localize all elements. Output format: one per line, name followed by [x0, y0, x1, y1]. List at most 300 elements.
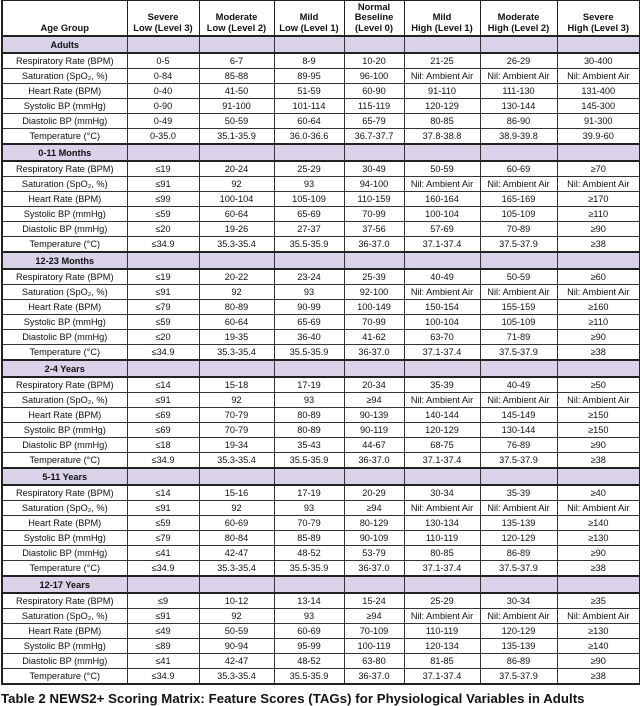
score-range-cell: 92 — [199, 393, 274, 408]
variable-label: Diastolic BP (mmHg) — [2, 546, 127, 561]
score-range-cell: 39.9-60 — [557, 129, 640, 145]
score-range-cell: 93 — [274, 177, 344, 192]
section-header-cell — [127, 576, 199, 593]
score-range-cell: 8-9 — [274, 53, 344, 69]
score-range-cell: 40-49 — [480, 377, 557, 393]
score-range-cell: 57-69 — [404, 222, 480, 237]
score-range-cell: 150-154 — [404, 300, 480, 315]
score-range-cell: 50-59 — [199, 114, 274, 129]
section-header-cell — [404, 468, 480, 485]
score-range-cell: 20-29 — [344, 485, 404, 501]
score-range-cell: 90-139 — [344, 408, 404, 423]
score-range-cell: 155-159 — [480, 300, 557, 315]
score-range-cell: 37.5-37.9 — [480, 669, 557, 685]
score-range-cell: 120-129 — [480, 624, 557, 639]
score-range-cell: 35.5-35.9 — [274, 669, 344, 685]
score-range-cell: 38.9-39.8 — [480, 129, 557, 145]
score-range-cell: 19-35 — [199, 330, 274, 345]
score-range-cell: 131-400 — [557, 84, 640, 99]
score-range-cell: 70-109 — [344, 624, 404, 639]
score-range-cell: 86-89 — [480, 546, 557, 561]
section-header-cell — [199, 36, 274, 53]
score-range-cell: ≥140 — [557, 639, 640, 654]
score-range-cell: 0-35.0 — [127, 129, 199, 145]
table-row — [2, 207, 640, 222]
score-range-cell: 92 — [199, 177, 274, 192]
score-range-cell: ≤91 — [127, 393, 199, 408]
section-header-row — [2, 468, 640, 485]
section-header-cell — [344, 36, 404, 53]
score-range-cell: 0-90 — [127, 99, 199, 114]
section-header-cell — [274, 360, 344, 377]
score-range-cell: 25-29 — [404, 593, 480, 609]
score-range-cell: 35.3-35.4 — [199, 237, 274, 253]
score-range-cell: 26-29 — [480, 53, 557, 69]
table-row — [2, 423, 640, 438]
score-range-cell: 93 — [274, 393, 344, 408]
score-range-cell: ≥94 — [344, 501, 404, 516]
score-range-cell: Nil: Ambient Air — [404, 393, 480, 408]
score-range-cell: ≤20 — [127, 330, 199, 345]
score-range-cell: 42-47 — [199, 546, 274, 561]
column-header-line: Severe — [582, 11, 614, 23]
score-range-cell: 35.3-35.4 — [199, 345, 274, 361]
score-range-cell: 90-109 — [344, 531, 404, 546]
age-group-title: Adults — [2, 36, 127, 53]
score-range-cell: 30-49 — [344, 161, 404, 177]
table-row — [2, 624, 640, 639]
score-range-cell: Nil: Ambient Air — [404, 285, 480, 300]
score-range-cell: 25-29 — [274, 161, 344, 177]
section-header-cell — [480, 360, 557, 377]
score-range-cell: 80-89 — [274, 423, 344, 438]
score-range-cell: ≥110 — [557, 207, 640, 222]
score-range-cell: 36-40 — [274, 330, 344, 345]
score-range-cell: 105-109 — [274, 192, 344, 207]
score-range-cell: ≥94 — [344, 393, 404, 408]
score-range-cell: 93 — [274, 609, 344, 624]
age-group-title: 0-11 Months — [2, 144, 127, 161]
column-header-line: Age Group — [40, 21, 89, 33]
score-range-cell: ≤34.9 — [127, 237, 199, 253]
section-header-cell — [404, 36, 480, 53]
score-range-cell: 80-89 — [199, 300, 274, 315]
score-range-cell: 35.1-35.9 — [199, 129, 274, 145]
score-range-cell: 100-119 — [344, 639, 404, 654]
section-header-row — [2, 576, 640, 593]
score-range-cell: 15-18 — [199, 377, 274, 393]
score-range-cell: ≥170 — [557, 192, 640, 207]
score-range-cell: 41-50 — [199, 84, 274, 99]
score-range-cell: ≥90 — [557, 330, 640, 345]
score-range-cell: ≥90 — [557, 222, 640, 237]
section-header-cell — [480, 252, 557, 269]
score-range-cell: 86-90 — [480, 114, 557, 129]
score-range-cell: 101-114 — [274, 99, 344, 114]
variable-label: Diastolic BP (mmHg) — [2, 114, 127, 129]
score-range-cell: 35.5-35.9 — [274, 345, 344, 361]
score-range-cell: 115-119 — [344, 99, 404, 114]
score-range-cell: 92 — [199, 501, 274, 516]
section-header-cell — [127, 252, 199, 269]
variable-label: Diastolic BP (mmHg) — [2, 654, 127, 669]
score-range-cell: 65-79 — [344, 114, 404, 129]
score-range-cell: 35.3-35.4 — [199, 561, 274, 577]
score-range-cell: 19-26 — [199, 222, 274, 237]
score-range-cell: 37.1-37.4 — [404, 561, 480, 577]
score-range-cell: Nil: Ambient Air — [557, 177, 640, 192]
score-range-cell: 105-109 — [480, 207, 557, 222]
variable-label: Respiratory Rate (BPM) — [2, 377, 127, 393]
score-range-cell: 63-80 — [344, 654, 404, 669]
table-row — [2, 501, 640, 516]
score-range-cell: 37.1-37.4 — [404, 669, 480, 685]
variable-label: Heart Rate (BPM) — [2, 408, 127, 423]
score-range-cell: ≥90 — [557, 654, 640, 669]
section-header-cell — [557, 144, 640, 161]
score-range-cell: ≤14 — [127, 377, 199, 393]
score-range-cell: 21-25 — [404, 53, 480, 69]
column-header-line: Low (Level 1) — [279, 21, 339, 33]
score-range-cell: Nil: Ambient Air — [404, 177, 480, 192]
section-header-cell — [274, 576, 344, 593]
score-range-cell: ≤41 — [127, 546, 199, 561]
score-range-cell: ≤79 — [127, 531, 199, 546]
score-range-cell: 81-85 — [404, 654, 480, 669]
score-range-cell: ≤18 — [127, 438, 199, 453]
score-range-cell: 135-139 — [480, 516, 557, 531]
score-range-cell: 120-129 — [404, 423, 480, 438]
variable-label: Saturation (SpO₂, %) — [2, 177, 127, 192]
score-range-cell: ≥60 — [557, 269, 640, 285]
section-header-cell — [199, 252, 274, 269]
score-range-cell: 80-84 — [199, 531, 274, 546]
score-range-cell: Nil: Ambient Air — [480, 609, 557, 624]
table-row — [2, 345, 640, 361]
score-range-cell: 120-129 — [480, 531, 557, 546]
score-range-cell: 13-14 — [274, 593, 344, 609]
score-range-cell: 36-37.0 — [344, 561, 404, 577]
table-row — [2, 654, 640, 669]
table-row — [2, 408, 640, 423]
section-header-cell — [404, 252, 480, 269]
score-range-cell: 41-62 — [344, 330, 404, 345]
score-range-cell: 40-49 — [404, 269, 480, 285]
score-range-cell: Nil: Ambient Air — [557, 609, 640, 624]
score-range-cell: 35.5-35.9 — [274, 561, 344, 577]
table-row — [2, 516, 640, 531]
score-range-cell: Nil: Ambient Air — [557, 501, 640, 516]
section-header-cell — [274, 252, 344, 269]
column-header-line: Normal — [357, 0, 391, 12]
score-range-cell: ≤20 — [127, 222, 199, 237]
score-range-cell: Nil: Ambient Air — [404, 69, 480, 84]
score-range-cell: 100-104 — [199, 192, 274, 207]
score-range-cell: 110-159 — [344, 192, 404, 207]
score-range-cell: 0-84 — [127, 69, 199, 84]
table-row — [2, 393, 640, 408]
score-range-cell: 15-16 — [199, 485, 274, 501]
column-header-line: Low (Level 3) — [133, 21, 193, 33]
table-row — [2, 53, 640, 69]
score-range-cell: 65-69 — [274, 207, 344, 222]
score-range-cell: 68-75 — [404, 438, 480, 453]
score-range-cell: 50-59 — [199, 624, 274, 639]
score-range-cell: 60-64 — [199, 315, 274, 330]
section-header-cell — [480, 36, 557, 53]
score-range-cell: 30-400 — [557, 53, 640, 69]
section-header-cell — [199, 468, 274, 485]
score-range-cell: Nil: Ambient Air — [404, 501, 480, 516]
score-range-cell: 63-70 — [404, 330, 480, 345]
table-row — [2, 485, 640, 501]
section-header-cell — [404, 360, 480, 377]
column-header-line: High (Level 2) — [487, 21, 550, 33]
score-range-cell: 165-169 — [480, 192, 557, 207]
score-range-cell: 100-104 — [404, 315, 480, 330]
column-header — [557, 1, 640, 37]
score-range-cell: 110-119 — [404, 624, 480, 639]
score-range-cell: 90-94 — [199, 639, 274, 654]
section-header-cell — [557, 36, 640, 53]
variable-label: Systolic BP (mmHg) — [2, 207, 127, 222]
column-header — [404, 1, 480, 37]
age-group-title: 5-11 Years — [2, 468, 127, 485]
score-range-cell: 35.3-35.4 — [199, 453, 274, 469]
score-range-cell: 96-100 — [344, 69, 404, 84]
variable-label: Respiratory Rate (BPM) — [2, 593, 127, 609]
column-header — [127, 1, 199, 37]
age-group-title: 12-17 Years — [2, 576, 127, 593]
score-range-cell: 60-69 — [480, 161, 557, 177]
column-header-line: High (Level 1) — [411, 21, 473, 33]
table-row — [2, 639, 640, 654]
variable-label: Respiratory Rate (BPM) — [2, 269, 127, 285]
variable-label: Respiratory Rate (BPM) — [2, 53, 127, 69]
score-range-cell: ≥70 — [557, 161, 640, 177]
score-range-cell: 10-12 — [199, 593, 274, 609]
score-range-cell: ≥38 — [557, 561, 640, 577]
variable-label: Temperature (°C) — [2, 453, 127, 469]
score-range-cell: 60-90 — [344, 84, 404, 99]
score-range-cell: ≤91 — [127, 285, 199, 300]
variable-label: Heart Rate (BPM) — [2, 624, 127, 639]
variable-label: Saturation (SpO₂, %) — [2, 69, 127, 84]
section-header-cell — [344, 468, 404, 485]
score-range-cell: 70-99 — [344, 207, 404, 222]
score-range-cell: ≤89 — [127, 639, 199, 654]
score-range-cell: 19-34 — [199, 438, 274, 453]
score-range-cell: 35.3-35.4 — [199, 669, 274, 685]
score-range-cell: ≥150 — [557, 423, 640, 438]
score-range-cell: 120-129 — [404, 99, 480, 114]
score-range-cell: 37.1-37.4 — [404, 453, 480, 469]
score-range-cell: ≥130 — [557, 624, 640, 639]
score-range-cell: ≤34.9 — [127, 453, 199, 469]
table-row — [2, 84, 640, 99]
variable-label: Heart Rate (BPM) — [2, 300, 127, 315]
score-range-cell: 80-85 — [404, 114, 480, 129]
variable-label: Saturation (SpO₂, %) — [2, 393, 127, 408]
score-range-cell: 35.5-35.9 — [274, 237, 344, 253]
score-range-cell: ≤34.9 — [127, 345, 199, 361]
score-range-cell: ≥38 — [557, 345, 640, 361]
score-range-cell: 35.5-35.9 — [274, 453, 344, 469]
score-range-cell: 93 — [274, 501, 344, 516]
score-range-cell: 50-59 — [404, 161, 480, 177]
score-range-cell: 20-34 — [344, 377, 404, 393]
variable-label: Respiratory Rate (BPM) — [2, 485, 127, 501]
score-range-cell: ≤91 — [127, 177, 199, 192]
score-range-cell: ≥35 — [557, 593, 640, 609]
variable-label: Heart Rate (BPM) — [2, 192, 127, 207]
score-range-cell: 95-99 — [274, 639, 344, 654]
score-range-cell: 91-300 — [557, 114, 640, 129]
score-range-cell: 70-99 — [344, 315, 404, 330]
score-range-cell: ≥94 — [344, 609, 404, 624]
table-row — [2, 192, 640, 207]
score-range-cell: 93 — [274, 285, 344, 300]
score-range-cell: 20-24 — [199, 161, 274, 177]
variable-label: Systolic BP (mmHg) — [2, 99, 127, 114]
table-row — [2, 161, 640, 177]
score-range-cell: 130-144 — [480, 423, 557, 438]
variable-label: Heart Rate (BPM) — [2, 84, 127, 99]
section-header-cell — [199, 144, 274, 161]
column-header — [2, 1, 127, 37]
score-range-cell: 60-69 — [274, 624, 344, 639]
score-range-cell: Nil: Ambient Air — [480, 177, 557, 192]
variable-label: Saturation (SpO₂, %) — [2, 285, 127, 300]
section-header-cell — [127, 360, 199, 377]
score-range-cell: 50-59 — [480, 269, 557, 285]
score-range-cell: 0-49 — [127, 114, 199, 129]
score-range-cell: 160-164 — [404, 192, 480, 207]
table-row — [2, 315, 640, 330]
score-range-cell: ≤49 — [127, 624, 199, 639]
section-header-cell — [344, 144, 404, 161]
score-range-cell: 37-56 — [344, 222, 404, 237]
score-range-cell: 35-39 — [404, 377, 480, 393]
table-row — [2, 99, 640, 114]
score-range-cell: ≤14 — [127, 485, 199, 501]
score-range-cell: Nil: Ambient Air — [480, 285, 557, 300]
section-header-cell — [127, 468, 199, 485]
score-range-cell: ≤34.9 — [127, 561, 199, 577]
score-range-cell: ≥90 — [557, 546, 640, 561]
score-range-cell: ≥38 — [557, 669, 640, 685]
table-row — [2, 237, 640, 253]
column-header-line: Low (Level 2) — [206, 21, 267, 33]
score-range-cell: 100-149 — [344, 300, 404, 315]
score-range-cell: 60-69 — [199, 516, 274, 531]
column-header-line: High (Level 3) — [567, 21, 629, 33]
score-range-cell: ≥38 — [557, 237, 640, 253]
score-range-cell: 135-139 — [480, 639, 557, 654]
score-range-cell: ≥90 — [557, 438, 640, 453]
section-header-cell — [344, 252, 404, 269]
score-range-cell: 76-89 — [480, 438, 557, 453]
column-header-line: Mild — [299, 11, 319, 23]
score-range-cell: 94-100 — [344, 177, 404, 192]
table-row — [2, 114, 640, 129]
score-range-cell: ≥140 — [557, 516, 640, 531]
score-range-cell: 130-144 — [480, 99, 557, 114]
section-header-cell — [127, 144, 199, 161]
score-range-cell: ≤59 — [127, 207, 199, 222]
column-header — [199, 1, 274, 37]
score-range-cell: 36-37.0 — [344, 453, 404, 469]
age-group-title: 12-23 Months — [2, 252, 127, 269]
score-range-cell: ≤9 — [127, 593, 199, 609]
table-caption: Table 2 NEWS2+ Scoring Matrix: Feature Scores (TAGs) for Physiological Variables in Adults — [1, 691, 585, 706]
section-header-cell — [557, 252, 640, 269]
section-header-row — [2, 360, 640, 377]
score-range-cell: 70-79 — [199, 423, 274, 438]
score-range-cell: 36-37.0 — [344, 237, 404, 253]
score-range-cell: 36-37.0 — [344, 669, 404, 685]
section-header-row — [2, 36, 640, 53]
section-header-cell — [480, 144, 557, 161]
variable-label: Temperature (°C) — [2, 237, 127, 253]
table-row — [2, 593, 640, 609]
score-range-cell: 27-37 — [274, 222, 344, 237]
score-range-cell: 60-64 — [199, 207, 274, 222]
score-range-cell: 92 — [199, 285, 274, 300]
score-range-cell: 70-89 — [480, 222, 557, 237]
section-header-cell — [557, 360, 640, 377]
variable-label: Temperature (°C) — [2, 345, 127, 361]
column-header — [480, 1, 557, 37]
column-header-line: Severe — [147, 11, 179, 23]
variable-label: Temperature (°C) — [2, 669, 127, 685]
table-row — [2, 669, 640, 685]
score-range-cell: ≥40 — [557, 485, 640, 501]
variable-label: Systolic BP (mmHg) — [2, 315, 127, 330]
score-range-cell: 80-129 — [344, 516, 404, 531]
table-row — [2, 561, 640, 577]
score-range-cell: 37.1-37.4 — [404, 237, 480, 253]
score-range-cell: ≥150 — [557, 408, 640, 423]
score-range-cell: 36.0-36.6 — [274, 129, 344, 145]
variable-label: Saturation (SpO₂, %) — [2, 609, 127, 624]
table-row — [2, 377, 640, 393]
section-header-cell — [274, 36, 344, 53]
table-row — [2, 438, 640, 453]
column-header-line: Mild — [432, 11, 452, 23]
score-range-cell: Nil: Ambient Air — [480, 69, 557, 84]
table-row — [2, 609, 640, 624]
section-header-cell — [274, 468, 344, 485]
score-range-cell: 36.7-37.7 — [344, 129, 404, 145]
score-range-cell: 17-19 — [274, 377, 344, 393]
score-range-cell: 15-24 — [344, 593, 404, 609]
score-range-cell: Nil: Ambient Air — [557, 285, 640, 300]
table-row — [2, 546, 640, 561]
score-range-cell: ≤91 — [127, 609, 199, 624]
score-range-cell: Nil: Ambient Air — [557, 393, 640, 408]
column-header — [344, 1, 404, 37]
score-range-cell: 111-130 — [480, 84, 557, 99]
score-range-cell: 37.5-37.9 — [480, 561, 557, 577]
score-range-cell: 23-24 — [274, 269, 344, 285]
score-range-cell: ≥50 — [557, 377, 640, 393]
score-range-cell: 37.1-37.4 — [404, 345, 480, 361]
section-header-cell — [557, 576, 640, 593]
score-range-cell: 71-89 — [480, 330, 557, 345]
section-header-row — [2, 252, 640, 269]
score-range-cell: 0-5 — [127, 53, 199, 69]
